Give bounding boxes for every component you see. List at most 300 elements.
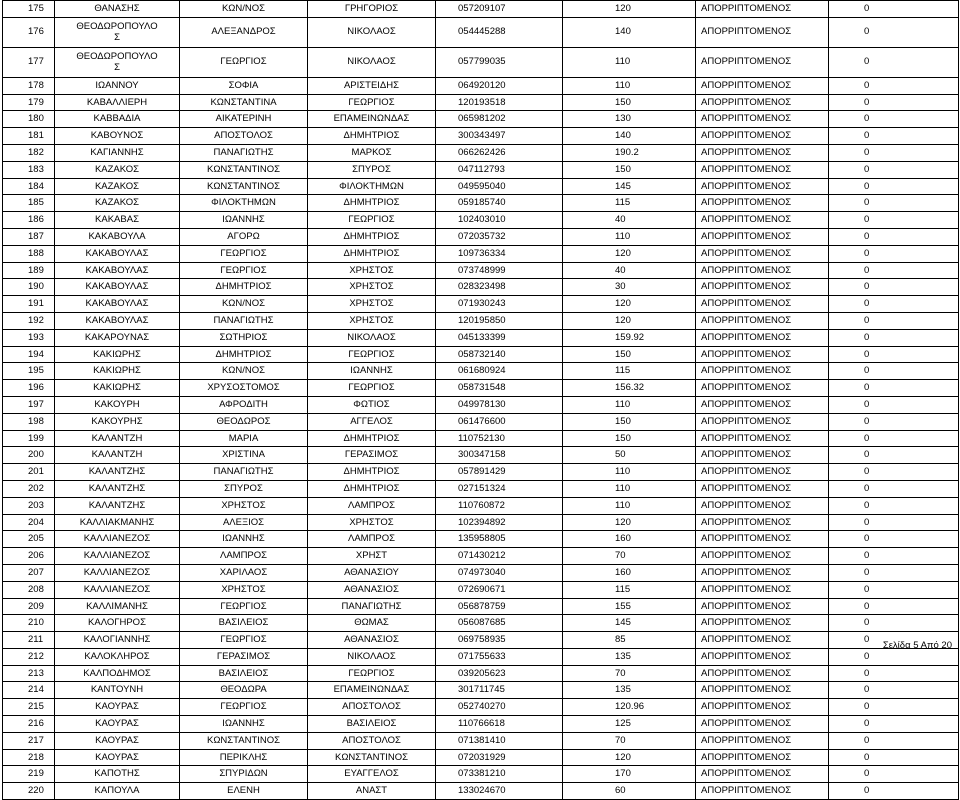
table-cell: ΓΡΗΓΟΡΙΟΣ: [308, 1, 436, 18]
table-cell: ΚΑΠΟΥΛΑ: [55, 783, 180, 800]
table-cell: 145: [563, 178, 696, 195]
table-cell: 156.32: [563, 380, 696, 397]
table-cell: ΔΗΜΗΤΡΙΟΣ: [308, 245, 436, 262]
table-cell: 202: [3, 480, 55, 497]
table-cell: 160: [563, 531, 696, 548]
table-cell: 189: [3, 262, 55, 279]
table-cell: 110766618: [436, 716, 563, 733]
table-cell: ΧΡΗΣΤ: [308, 548, 436, 565]
table-cell: ΚΑΚΑΒΟΥΛΑΣ: [55, 245, 180, 262]
table-cell: ΠΑΝΑΓΙΩΤΗΣ: [180, 144, 308, 161]
table-cell: 0: [829, 346, 959, 363]
table-cell: ΔΗΜΗΤΡΙΟΣ: [308, 480, 436, 497]
table-cell: 205: [3, 531, 55, 548]
table-cell: 0: [829, 665, 959, 682]
table-cell: ΚΑΠΟΤΗΣ: [55, 766, 180, 783]
table-cell: ΚΑΟΥΡΑΣ: [55, 732, 180, 749]
table-cell: ΔΗΜΗΤΡΙΟΣ: [180, 346, 308, 363]
table-cell: ΔΗΜΗΤΡΙΟΣ: [308, 464, 436, 481]
table-cell: 208: [3, 581, 55, 598]
table-row: [3, 514, 959, 531]
table-cell: ΚΑΖΑΚΟΣ: [55, 161, 180, 178]
table-cell: ΚΩΝ/ΝΟΣ: [180, 363, 308, 380]
table-cell: ΑΠΟΡΡΙΠΤΟΜΕΝΟΣ: [696, 648, 829, 665]
table-cell: ΑΠΟΡΡΙΠΤΟΜΕΝΟΣ: [696, 111, 829, 128]
table-row: [3, 430, 959, 447]
table-cell: 110760872: [436, 497, 563, 514]
table-cell: 145: [563, 615, 696, 632]
table-row: [3, 77, 959, 94]
table-cell: 194: [3, 346, 55, 363]
table-cell: ΑΠΟΡΡΙΠΤΟΜΕΝΟΣ: [696, 195, 829, 212]
table-cell: ΠΑΝΑΓΙΩΤΗΣ: [308, 598, 436, 615]
table-cell: 0: [829, 732, 959, 749]
table-cell: ΚΑΓΙΑΝΝΗΣ: [55, 144, 180, 161]
table-cell: 135958805: [436, 531, 563, 548]
table-row: [3, 413, 959, 430]
table-cell: ΑΠΟΡΡΙΠΤΟΜΕΝΟΣ: [696, 598, 829, 615]
table-cell: ΑΠΟΡΡΙΠΤΟΜΕΝΟΣ: [696, 380, 829, 397]
table-cell: 061476600: [436, 413, 563, 430]
table-row: [3, 94, 959, 111]
table-cell: 199: [3, 430, 55, 447]
table-cell: 074973040: [436, 564, 563, 581]
table-cell: 120: [563, 245, 696, 262]
table-cell: 60: [563, 783, 696, 800]
table-cell: ΑΠΟΡΡΙΠΤΟΜΕΝΟΣ: [696, 1, 829, 18]
table-cell: ΚΑΒΑΛΛΙΕΡΗ: [55, 94, 180, 111]
table-cell: 027151324: [436, 480, 563, 497]
table-cell: 0: [829, 363, 959, 380]
table-cell: 120: [563, 749, 696, 766]
table-cell: ΝΙΚΟΛΑΟΣ: [308, 648, 436, 665]
table-cell: 188: [3, 245, 55, 262]
table-cell: ΘΩΜΑΣ: [308, 615, 436, 632]
table-row: [3, 363, 959, 380]
table-cell: ΔΗΜΗΤΡΙΟΣ: [308, 128, 436, 145]
table-cell: 110: [563, 464, 696, 481]
table-cell: 110: [563, 396, 696, 413]
table-cell: 0: [829, 749, 959, 766]
table-cell: ΑΠΟΡΡΙΠΤΟΜΕΝΟΣ: [696, 464, 829, 481]
table-cell: ΑΠΟΡΡΙΠΤΟΜΕΝΟΣ: [696, 212, 829, 229]
table-cell: 072035732: [436, 228, 563, 245]
table-cell: ΑΠΟΡΡΙΠΤΟΜΕΝΟΣ: [696, 665, 829, 682]
table-cell: 150: [563, 430, 696, 447]
table-cell: [55, 17, 180, 47]
table-cell: ΔΗΜΗΤΡΙΟΣ: [308, 195, 436, 212]
table-row: [3, 682, 959, 699]
table-cell: 213: [3, 665, 55, 682]
table-cell: 216: [3, 716, 55, 733]
table-cell: 179: [3, 94, 55, 111]
table-cell: 203: [3, 497, 55, 514]
table-cell: 300347158: [436, 447, 563, 464]
table-cell: 135: [563, 682, 696, 699]
table-cell: 059185740: [436, 195, 563, 212]
table-cell: ΕΠΑΜΕΙΝΩΝΔΑΣ: [308, 111, 436, 128]
table-cell: ΚΑΒΒΑΔΙΑ: [55, 111, 180, 128]
table-cell: ΚΑΛΛΙΑΝΕΖΟΣ: [55, 581, 180, 598]
table-cell: 191: [3, 296, 55, 313]
table-cell: 058731548: [436, 380, 563, 397]
table-cell: ΑΠΟΡΡΙΠΤΟΜΕΝΟΣ: [696, 699, 829, 716]
table-cell: 187: [3, 228, 55, 245]
table-cell: 0: [829, 514, 959, 531]
table-row: [3, 144, 959, 161]
table-cell: 181: [3, 128, 55, 145]
table-cell: 180: [3, 111, 55, 128]
table-cell: ΙΩΑΝΝΟΥ: [55, 77, 180, 94]
table-cell: 049595040: [436, 178, 563, 195]
table-cell: ΚΑΛΛΙΜΑΝΗΣ: [55, 598, 180, 615]
table-row: [3, 783, 959, 800]
table-cell: ΚΑΚΑΒΟΥΛΑΣ: [55, 262, 180, 279]
table-cell: ΓΕΩΡΓΙΟΣ: [180, 262, 308, 279]
table-cell: 065981202: [436, 111, 563, 128]
table-cell: 120193518: [436, 94, 563, 111]
table-row: [3, 564, 959, 581]
table-cell: 193: [3, 329, 55, 346]
table-cell: ΧΑΡΙΛΑΟΣ: [180, 564, 308, 581]
table-cell: ΕΠΑΜΕΙΝΩΝΔΑΣ: [308, 682, 436, 699]
table-row: [3, 548, 959, 565]
table-cell: 130: [563, 111, 696, 128]
table-cell: 072031929: [436, 749, 563, 766]
table-cell: 196: [3, 380, 55, 397]
table-cell: ΚΑΛΠΟΔΗΜΟΣ: [55, 665, 180, 682]
table-cell: 206: [3, 548, 55, 565]
table-cell: 120195850: [436, 312, 563, 329]
table-cell: ΘΕΟΔΩΡΟΣ: [180, 413, 308, 430]
table-cell: ΚΑΚΑΡΟΥΝΑΣ: [55, 329, 180, 346]
table-cell: 110: [563, 47, 696, 77]
table-row: [3, 279, 959, 296]
table-cell: ΑΛΕΞΑΝΔΡΟΣ: [180, 17, 308, 47]
table-cell: ΚΑΖΑΚΟΣ: [55, 195, 180, 212]
table-cell: 110: [563, 497, 696, 514]
table-cell: 0: [829, 598, 959, 615]
table-cell: 0: [829, 228, 959, 245]
table-cell: 057799035: [436, 47, 563, 77]
table-cell: 190: [3, 279, 55, 296]
table-cell: 30: [563, 279, 696, 296]
table-cell: 0: [829, 548, 959, 565]
table-cell: ΙΩΑΝΝΗΣ: [180, 212, 308, 229]
table-row: [3, 296, 959, 313]
table-cell: 200: [3, 447, 55, 464]
table-cell: ΚΑΛΑΝΤΖΗ: [55, 447, 180, 464]
table-cell: ΑΠΟΡΡΙΠΤΟΜΕΝΟΣ: [696, 732, 829, 749]
table-cell: 198: [3, 413, 55, 430]
table-cell: 217: [3, 732, 55, 749]
table-cell: ΚΑΚΙΩΡΗΣ: [55, 363, 180, 380]
table-cell: ΓΕΩΡΓΙΟΣ: [308, 380, 436, 397]
table-cell: 056878759: [436, 598, 563, 615]
table-cell: 102394892: [436, 514, 563, 531]
table-cell: ΚΑΛΛΙΑΝΕΖΟΣ: [55, 531, 180, 548]
table-cell: ΝΙΚΟΛΑΟΣ: [308, 17, 436, 47]
table-cell: ΑΠΟΡΡΙΠΤΟΜΕΝΟΣ: [696, 514, 829, 531]
table-cell: ΙΩΑΝΝΗΣ: [180, 531, 308, 548]
table-cell: 159.92: [563, 329, 696, 346]
table-row: [3, 1, 959, 18]
table-cell: 066262426: [436, 144, 563, 161]
table-cell: ΓΕΩΡΓΙΟΣ: [180, 632, 308, 649]
table-cell: ΣΠΥΡΟΣ: [180, 480, 308, 497]
table-cell: ΚΑΚΑΒΟΥΛΑΣ: [55, 296, 180, 313]
cell-line: Σ: [114, 62, 120, 74]
table-cell: 0: [829, 632, 959, 649]
table-cell: 170: [563, 766, 696, 783]
table-cell: ΦΙΛΟΚΤΗΜΩΝ: [308, 178, 436, 195]
table-cell: 028323498: [436, 279, 563, 296]
table-cell: ΚΑΚΑΒΑΣ: [55, 212, 180, 229]
table-cell: 70: [563, 548, 696, 565]
table-cell: 186: [3, 212, 55, 229]
table-cell: 0: [829, 464, 959, 481]
table-cell: ΦΙΛΟΚΤΗΜΩΝ: [180, 195, 308, 212]
table-cell: 120: [563, 296, 696, 313]
table-cell: ΑΘΑΝΑΣΙΟΣ: [308, 632, 436, 649]
table-cell: ΠΑΝΑΓΙΩΤΗΣ: [180, 464, 308, 481]
table-row: [3, 329, 959, 346]
table-cell: ΚΑΟΥΡΑΣ: [55, 699, 180, 716]
table-cell: 177: [3, 47, 55, 77]
table-row: [3, 396, 959, 413]
table-cell: ΑΠΟΡΡΙΠΤΟΜΕΝΟΣ: [696, 144, 829, 161]
table-cell: ΑΠΟΡΡΙΠΤΟΜΕΝΟΣ: [696, 228, 829, 245]
table-cell: 0: [829, 615, 959, 632]
table-cell: 071930243: [436, 296, 563, 313]
table-cell: ΑΠΟΡΡΙΠΤΟΜΕΝΟΣ: [696, 615, 829, 632]
table-row: [3, 178, 959, 195]
table-cell: 50: [563, 447, 696, 464]
table-cell: ΒΑΣΙΛΕΙΟΣ: [308, 716, 436, 733]
table-cell: ΑΠΟΡΡΙΠΤΟΜΕΝΟΣ: [696, 47, 829, 77]
table-cell: ΚΑΟΥΡΑΣ: [55, 716, 180, 733]
table-cell: 110: [563, 77, 696, 94]
table-cell: ΚΑΛΟΓΗΡΟΣ: [55, 615, 180, 632]
table-cell: ΦΩΤΙΟΣ: [308, 396, 436, 413]
table-cell: 0: [829, 1, 959, 18]
table-row: [3, 47, 959, 77]
table-cell: ΚΑΛΛΙΑΝΕΖΟΣ: [55, 564, 180, 581]
table-cell: ΕΛΕΝΗ: [180, 783, 308, 800]
table-cell: 0: [829, 94, 959, 111]
table-cell: 0: [829, 195, 959, 212]
table-row: [3, 447, 959, 464]
table-row: [3, 648, 959, 665]
table-cell: ΑΠΟΡΡΙΠΤΟΜΕΝΟΣ: [696, 447, 829, 464]
table-cell: ΙΩΑΝΝΗΣ: [308, 363, 436, 380]
table-cell: ΑΠΟΡΡΙΠΤΟΜΕΝΟΣ: [696, 497, 829, 514]
table-cell: ΑΠΟΡΡΙΠΤΟΜΕΝΟΣ: [696, 178, 829, 195]
table-cell: 0: [829, 413, 959, 430]
table-cell: ΚΑΛΟΓΙΑΝΝΗΣ: [55, 632, 180, 649]
table-cell: ΑΠΟΡΡΙΠΤΟΜΕΝΟΣ: [696, 77, 829, 94]
table-cell: 115: [563, 363, 696, 380]
table-cell: ΓΕΡΑΣΙΜΟΣ: [308, 447, 436, 464]
table-cell: [55, 47, 180, 77]
table-cell: 70: [563, 665, 696, 682]
table-cell: 120: [563, 1, 696, 18]
table-row: [3, 480, 959, 497]
table-cell: ΝΙΚΟΛΑΟΣ: [308, 47, 436, 77]
cell-line: ΘΕΟΔΩΡΟΠΟΥΛΟ: [76, 51, 158, 63]
table-cell: ΕΥΑΓΓΕΛΟΣ: [308, 766, 436, 783]
table-cell: ΧΡΗΣΤΟΣ: [308, 262, 436, 279]
table-cell: 073748999: [436, 262, 563, 279]
table-cell: 0: [829, 716, 959, 733]
table-cell: ΑΠΟΡΡΙΠΤΟΜΕΝΟΣ: [696, 94, 829, 111]
table-cell: 0: [829, 648, 959, 665]
table-cell: ΔΗΜΗΤΡΙΟΣ: [308, 430, 436, 447]
table-cell: ΑΠΟΡΡΙΠΤΟΜΕΝΟΣ: [696, 296, 829, 313]
table-cell: 039205623: [436, 665, 563, 682]
table-row: [3, 531, 959, 548]
table-cell: ΠΕΡΙΚΛΗΣ: [180, 749, 308, 766]
table-cell: 201: [3, 464, 55, 481]
table-cell: ΑΠΟΡΡΙΠΤΟΜΕΝΟΣ: [696, 161, 829, 178]
table-cell: ΚΑΟΥΡΑΣ: [55, 749, 180, 766]
table-row: [3, 497, 959, 514]
table-cell: 0: [829, 279, 959, 296]
table-cell: ΑΠΟΡΡΙΠΤΟΜΕΝΟΣ: [696, 716, 829, 733]
table-cell: 058732140: [436, 346, 563, 363]
table-cell: 0: [829, 128, 959, 145]
table-cell: ΚΑΝΤΟΥΝΗ: [55, 682, 180, 699]
table-cell: ΑΡΙΣΤΕΙΔΗΣ: [308, 77, 436, 94]
table-cell: ΧΡΥΣΟΣΤΟΜΟΣ: [180, 380, 308, 397]
table-cell: ΓΕΩΡΓΙΟΣ: [308, 94, 436, 111]
table-cell: ΚΩΝ/ΝΟΣ: [180, 296, 308, 313]
table-cell: ΔΗΜΗΤΡΙΟΣ: [180, 279, 308, 296]
table-cell: ΛΑΜΠΡΟΣ: [308, 497, 436, 514]
table-cell: 0: [829, 245, 959, 262]
table-cell: ΑΠΟΡΡΙΠΤΟΜΕΝΟΣ: [696, 531, 829, 548]
table-cell: 219: [3, 766, 55, 783]
table-cell: 0: [829, 682, 959, 699]
table-cell: ΑΠΟΡΡΙΠΤΟΜΕΝΟΣ: [696, 548, 829, 565]
table-cell: ΓΕΩΡΓΙΟΣ: [308, 212, 436, 229]
table-cell: 176: [3, 17, 55, 47]
table-cell: ΒΑΣΙΛΕΙΟΣ: [180, 615, 308, 632]
table-cell: ΓΕΩΡΓΙΟΣ: [180, 245, 308, 262]
table-cell: ΑΦΡΟΔΙΤΗ: [180, 396, 308, 413]
table-cell: 0: [829, 430, 959, 447]
table-cell: 215: [3, 699, 55, 716]
page-number: Σελίδα 5 Από 20: [882, 640, 952, 651]
table-cell: 212: [3, 648, 55, 665]
table-cell: ΑΠΟΡΡΙΠΤΟΜΕΝΟΣ: [696, 430, 829, 447]
table-cell: ΝΙΚΟΛΑΟΣ: [308, 329, 436, 346]
table-cell: ΑΠΟΣΤΟΛΟΣ: [308, 699, 436, 716]
table-cell: 133024670: [436, 783, 563, 800]
table-cell: 301711745: [436, 682, 563, 699]
table-cell: 073381210: [436, 766, 563, 783]
table-row: [3, 195, 959, 212]
table-cell: 0: [829, 111, 959, 128]
table-cell: 0: [829, 212, 959, 229]
table-cell: ΠΑΝΑΓΙΩΤΗΣ: [180, 312, 308, 329]
table-cell: 0: [829, 480, 959, 497]
table-cell: 061680924: [436, 363, 563, 380]
table-cell: 210: [3, 615, 55, 632]
table-cell: ΜΑΡΙΑ: [180, 430, 308, 447]
table-cell: ΑΠΟΡΡΙΠΤΟΜΕΝΟΣ: [696, 312, 829, 329]
table-cell: 70: [563, 732, 696, 749]
table-cell: ΚΩΝΣΤΑΝΤΙΝΑ: [180, 94, 308, 111]
table-cell: ΑΘΑΝΑΣΙΟΥ: [308, 564, 436, 581]
cell-line: Σ: [114, 32, 120, 44]
table-cell: ΧΡΗΣΤΟΣ: [308, 279, 436, 296]
table-row: [3, 161, 959, 178]
table-cell: ΧΡΗΣΤΟΣ: [308, 296, 436, 313]
table-row: [3, 581, 959, 598]
table-cell: 054445288: [436, 17, 563, 47]
table-cell: ΚΑΛΑΝΤΖΗ: [55, 430, 180, 447]
table-cell: 0: [829, 329, 959, 346]
table-cell: ΚΑΚΑΒΟΥΛΑΣ: [55, 279, 180, 296]
table-cell: 209: [3, 598, 55, 615]
table-cell: 102403010: [436, 212, 563, 229]
table-cell: 115: [563, 581, 696, 598]
table-row: [3, 17, 959, 47]
table-cell: 0: [829, 564, 959, 581]
table-row: [3, 111, 959, 128]
table-cell: 0: [829, 77, 959, 94]
table-cell: 0: [829, 396, 959, 413]
table-cell: 0: [829, 296, 959, 313]
table-cell: 052740270: [436, 699, 563, 716]
table-cell: ΔΗΜΗΤΡΙΟΣ: [308, 228, 436, 245]
table-row: [3, 212, 959, 229]
table-cell: 300343497: [436, 128, 563, 145]
table-row: [3, 665, 959, 682]
table-cell: 110: [563, 480, 696, 497]
table-cell: ΑΠΟΡΡΙΠΤΟΜΕΝΟΣ: [696, 682, 829, 699]
table-cell: 0: [829, 380, 959, 397]
table-cell: ΓΕΡΑΣΙΜΟΣ: [180, 648, 308, 665]
table-cell: 0: [829, 497, 959, 514]
table-cell: ΚΑΚΙΩΡΗΣ: [55, 380, 180, 397]
table-cell: ΑΘΑΝΑΣΙΟΣ: [308, 581, 436, 598]
table-cell: 0: [829, 262, 959, 279]
table-cell: 197: [3, 396, 55, 413]
table-cell: ΑΙΚΑΤΕΡΙΝΗ: [180, 111, 308, 128]
table-row: [3, 615, 959, 632]
table-row: [3, 228, 959, 245]
table-cell: ΑΠΟΡΡΙΠΤΟΜΕΝΟΣ: [696, 128, 829, 145]
table-cell: ΚΑΚΟΥΡΗ: [55, 396, 180, 413]
table-row: [3, 598, 959, 615]
table-cell: ΑΠΟΡΡΙΠΤΟΜΕΝΟΣ: [696, 17, 829, 47]
table-row: [3, 262, 959, 279]
table-cell: 0: [829, 161, 959, 178]
table-cell: ΚΑΖΑΚΟΣ: [55, 178, 180, 195]
table-row: [3, 716, 959, 733]
table-cell: 0: [829, 699, 959, 716]
table-cell: 120.96: [563, 699, 696, 716]
table-cell: 110752130: [436, 430, 563, 447]
table-cell: ΓΕΩΡΓΙΟΣ: [180, 699, 308, 716]
table-cell: ΑΠΟΡΡΙΠΤΟΜΕΝΟΣ: [696, 396, 829, 413]
table-cell: ΛΑΜΠΡΟΣ: [308, 531, 436, 548]
table-cell: ΘΑΝΑΣΗΣ: [55, 1, 180, 18]
table-cell: 0: [829, 178, 959, 195]
table-cell: ΑΠΟΡΡΙΠΤΟΜΕΝΟΣ: [696, 480, 829, 497]
